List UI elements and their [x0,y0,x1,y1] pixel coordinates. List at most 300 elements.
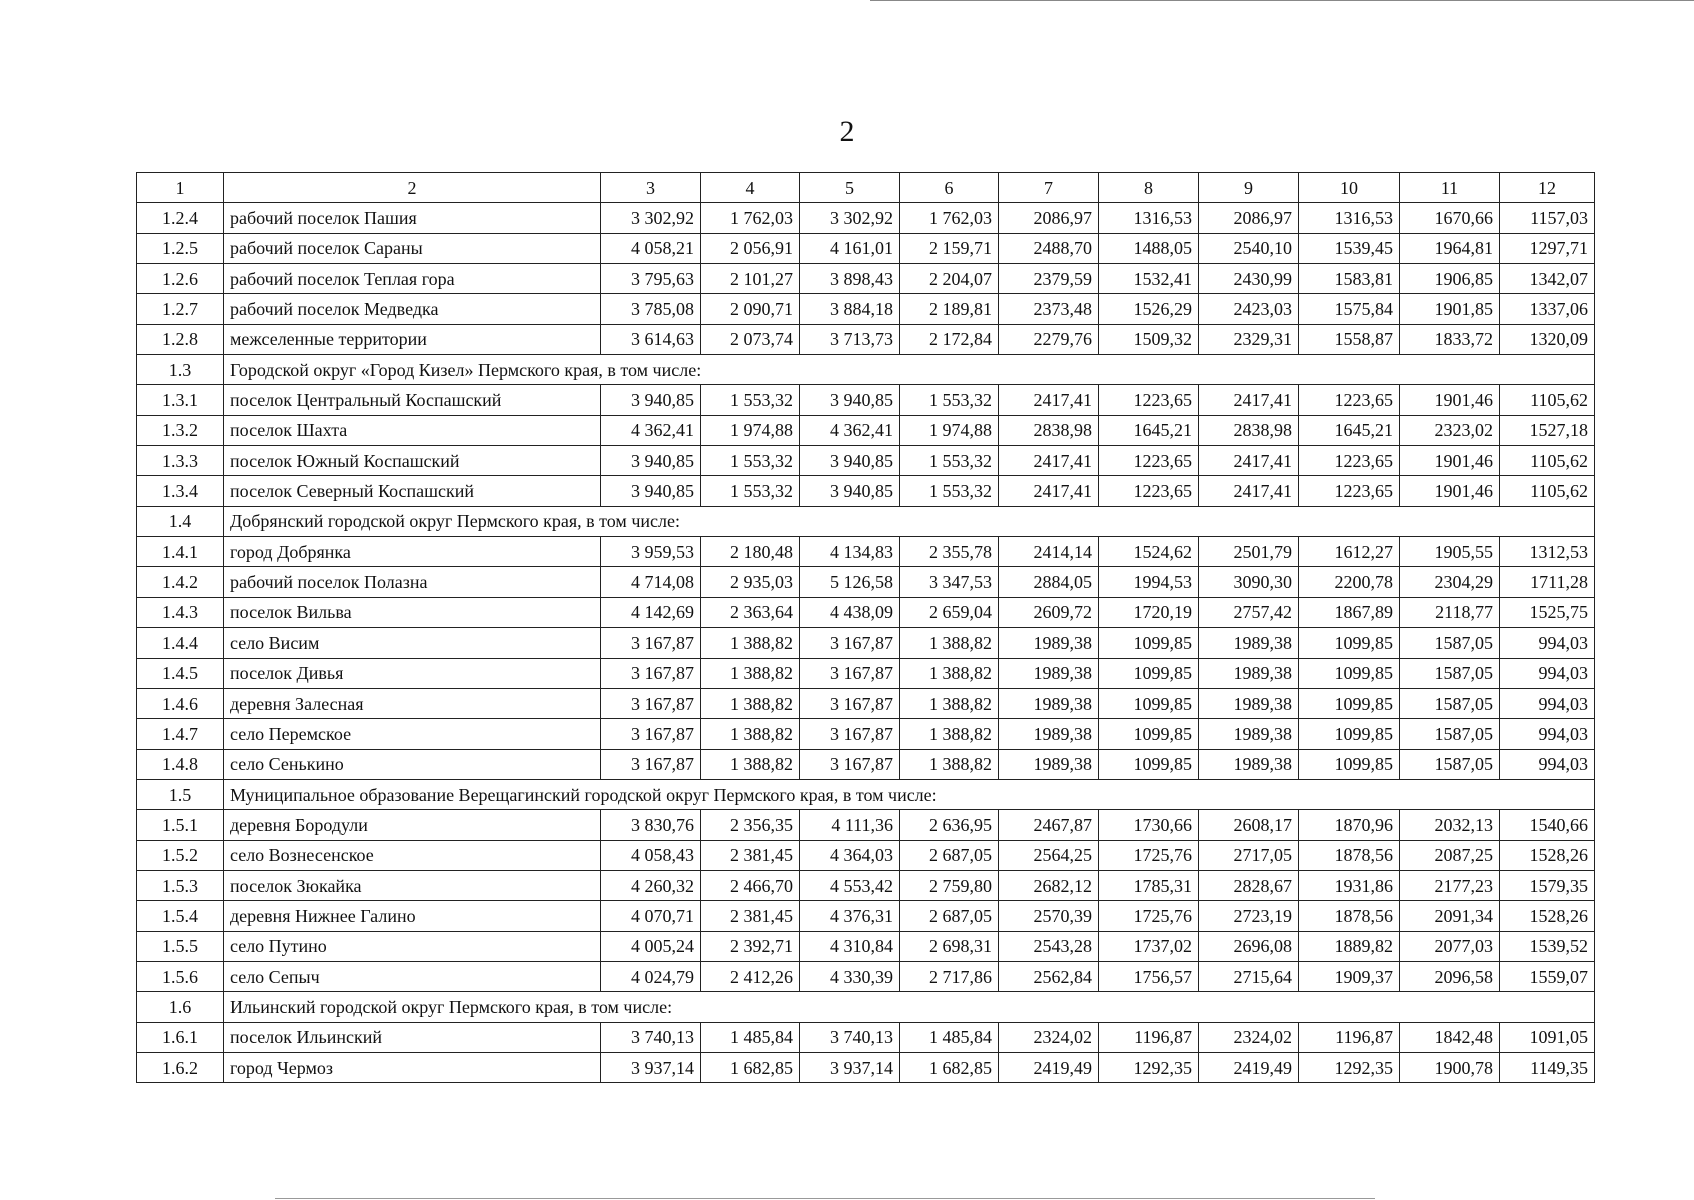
value-cell: 1989,38 [1199,688,1299,718]
value-cell: 2 189,81 [900,294,999,324]
column-header: 11 [1400,173,1500,203]
row-number: 1.5.4 [137,901,224,931]
value-cell: 3 167,87 [800,628,900,658]
settlement-name: село Висим [224,628,601,658]
value-cell: 1878,56 [1299,840,1400,870]
value-cell: 2373,48 [999,294,1099,324]
value-cell: 1539,45 [1299,233,1400,263]
value-cell: 3 167,87 [601,688,701,718]
value-cell: 2 073,74 [701,324,800,354]
value-cell: 1 388,82 [701,719,800,749]
value-cell: 2417,41 [1199,446,1299,476]
section-title: Городской округ «Город Кизел» Пермского края, в том числе: [224,355,1595,385]
value-cell: 1099,85 [1299,749,1400,779]
value-cell: 1 388,82 [701,658,800,688]
value-cell: 1 762,03 [701,203,800,233]
value-cell: 1488,05 [1099,233,1199,263]
value-cell: 2 180,48 [701,537,800,567]
section-title: Ильинский городской округ Пермского края, в том числе: [224,992,1595,1022]
table-row [137,385,1595,415]
settlement-name: поселок Центральный Коспашский [224,385,601,415]
value-cell: 2329,31 [1199,324,1299,354]
value-cell: 2543,28 [999,931,1099,961]
table-row [137,415,1595,445]
value-cell: 2417,41 [1199,385,1299,415]
table-row [137,658,1595,688]
value-cell: 3 167,87 [800,749,900,779]
value-cell: 1292,35 [1299,1052,1400,1082]
value-cell: 2 659,04 [900,597,999,627]
value-cell: 4 376,31 [800,901,900,931]
value-cell: 994,03 [1500,628,1595,658]
value-cell: 1099,85 [1299,658,1400,688]
value-cell: 2077,03 [1400,931,1500,961]
value-cell: 1587,05 [1400,749,1500,779]
value-cell: 3 740,13 [601,1022,701,1052]
value-cell: 1867,89 [1299,597,1400,627]
value-cell: 3 614,63 [601,324,701,354]
value-cell: 1223,65 [1299,476,1400,506]
value-cell: 3 937,14 [800,1052,900,1082]
value-cell: 2 101,27 [701,264,800,294]
value-cell: 2096,58 [1400,961,1500,991]
value-cell: 1711,28 [1500,567,1595,597]
value-cell: 1527,18 [1500,415,1595,445]
row-number: 1.2.4 [137,203,224,233]
settlement-name: рабочий поселок Сараны [224,233,601,263]
value-cell: 2086,97 [1199,203,1299,233]
value-cell: 1756,57 [1099,961,1199,991]
value-cell: 2501,79 [1199,537,1299,567]
row-number: 1.2.8 [137,324,224,354]
column-header: 1 [137,173,224,203]
value-cell: 1587,05 [1400,658,1500,688]
value-cell: 4 362,41 [601,415,701,445]
row-number: 1.4.6 [137,688,224,718]
row-number: 1.4 [137,506,224,536]
value-cell: 3 740,13 [800,1022,900,1052]
value-cell: 1587,05 [1400,719,1500,749]
value-cell: 1730,66 [1099,810,1199,840]
value-cell: 3 940,85 [601,476,701,506]
value-cell: 4 058,43 [601,840,701,870]
value-cell: 2828,67 [1199,870,1299,900]
column-header: 10 [1299,173,1400,203]
value-cell: 1989,38 [1199,628,1299,658]
value-cell: 2838,98 [1199,415,1299,445]
column-header: 8 [1099,173,1199,203]
value-cell: 4 260,32 [601,870,701,900]
value-cell: 3 940,85 [800,385,900,415]
table-row [137,324,1595,354]
value-cell: 1 553,32 [900,476,999,506]
value-cell: 1099,85 [1099,658,1199,688]
value-cell: 2091,34 [1400,901,1500,931]
row-number: 1.6.1 [137,1022,224,1052]
value-cell: 2417,41 [999,385,1099,415]
value-cell: 1575,84 [1299,294,1400,324]
value-cell: 1223,65 [1099,446,1199,476]
row-number: 1.6 [137,992,224,1022]
value-cell: 1099,85 [1099,628,1199,658]
value-cell: 2177,23 [1400,870,1500,900]
value-cell: 1 553,32 [701,446,800,476]
value-cell: 2564,25 [999,840,1099,870]
value-cell: 1 388,82 [900,628,999,658]
value-cell: 2838,98 [999,415,1099,445]
value-cell: 1645,21 [1099,415,1199,445]
value-cell: 1312,53 [1500,537,1595,567]
row-number: 1.2.5 [137,233,224,263]
value-cell: 2324,02 [999,1022,1099,1052]
column-header: 9 [1199,173,1299,203]
value-cell: 1509,32 [1099,324,1199,354]
table-row [137,203,1595,233]
value-cell: 2 717,86 [900,961,999,991]
value-cell: 1737,02 [1099,931,1199,961]
value-cell: 2609,72 [999,597,1099,627]
value-cell: 2323,02 [1400,415,1500,445]
column-header: 4 [701,173,800,203]
value-cell: 2717,05 [1199,840,1299,870]
table-row [137,749,1595,779]
value-cell: 2304,29 [1400,567,1500,597]
value-cell: 2 090,71 [701,294,800,324]
value-cell: 1 388,82 [701,628,800,658]
section-title: Муниципальное образование Верещагинский городской округ Пермского края, в том числе: [224,779,1595,809]
table-row [137,901,1595,931]
value-cell: 2 056,91 [701,233,800,263]
section-row [137,506,1595,536]
value-cell: 2696,08 [1199,931,1299,961]
value-cell: 2 356,35 [701,810,800,840]
value-cell: 3 937,14 [601,1052,701,1082]
value-cell: 994,03 [1500,688,1595,718]
row-number: 1.4.2 [137,567,224,597]
value-cell: 2715,64 [1199,961,1299,991]
value-cell: 3 302,92 [800,203,900,233]
value-cell: 1670,66 [1400,203,1500,233]
value-cell: 1645,21 [1299,415,1400,445]
table-row [137,264,1595,294]
row-number: 1.5.2 [137,840,224,870]
value-cell: 1099,85 [1299,688,1400,718]
value-cell: 2430,99 [1199,264,1299,294]
value-cell: 1099,85 [1099,749,1199,779]
column-header: 5 [800,173,900,203]
value-cell: 1994,53 [1099,567,1199,597]
value-cell: 1149,35 [1500,1052,1595,1082]
value-cell: 1297,71 [1500,233,1595,263]
section-row [137,355,1595,385]
value-cell: 1 762,03 [900,203,999,233]
row-number: 1.4.3 [137,597,224,627]
value-cell: 1292,35 [1099,1052,1199,1082]
scan-edge-bottom [275,1198,1375,1199]
value-cell: 3090,30 [1199,567,1299,597]
settlement-name: поселок Южный Коспашский [224,446,601,476]
value-cell: 1 553,32 [900,385,999,415]
value-cell: 4 553,42 [800,870,900,900]
value-cell: 2417,41 [999,446,1099,476]
table-row [137,1022,1595,1052]
row-number: 1.5 [137,779,224,809]
value-cell: 1099,85 [1299,628,1400,658]
value-cell: 3 167,87 [601,628,701,658]
value-cell: 1725,76 [1099,901,1199,931]
row-number: 1.4.1 [137,537,224,567]
value-cell: 2419,49 [1199,1052,1299,1082]
value-cell: 1583,81 [1299,264,1400,294]
row-number: 1.4.5 [137,658,224,688]
value-cell: 1 553,32 [701,476,800,506]
value-cell: 1833,72 [1400,324,1500,354]
value-cell: 1099,85 [1299,719,1400,749]
value-cell: 1532,41 [1099,264,1199,294]
settlement-name: деревня Нижнее Галино [224,901,601,931]
row-number: 1.6.2 [137,1052,224,1082]
settlement-name: село Перемское [224,719,601,749]
value-cell: 1105,62 [1500,476,1595,506]
row-number: 1.3.2 [137,415,224,445]
value-cell: 1725,76 [1099,840,1199,870]
value-cell: 1342,07 [1500,264,1595,294]
value-cell: 1989,38 [1199,749,1299,779]
value-cell: 2086,97 [999,203,1099,233]
table-row [137,870,1595,900]
value-cell: 2 381,45 [701,840,800,870]
value-cell: 1223,65 [1299,446,1400,476]
value-cell: 2 759,80 [900,870,999,900]
value-cell: 1989,38 [999,749,1099,779]
value-cell: 1587,05 [1400,628,1500,658]
value-cell: 4 005,24 [601,931,701,961]
column-header: 2 [224,173,601,203]
table-row [137,931,1595,961]
tariff-table [136,172,1595,1083]
value-cell: 1931,86 [1299,870,1400,900]
value-cell: 3 884,18 [800,294,900,324]
value-cell: 1964,81 [1400,233,1500,263]
table-row [137,1052,1595,1082]
value-cell: 3 713,73 [800,324,900,354]
settlement-name: межселенные территории [224,324,601,354]
value-cell: 2488,70 [999,233,1099,263]
value-cell: 3 785,08 [601,294,701,324]
value-cell: 3 959,53 [601,537,701,567]
value-cell: 1 974,88 [900,415,999,445]
table-row [137,567,1595,597]
settlement-name: рабочий поселок Пашия [224,203,601,233]
value-cell: 1842,48 [1400,1022,1500,1052]
value-cell: 2 363,64 [701,597,800,627]
value-cell: 1157,03 [1500,203,1595,233]
value-cell: 1559,07 [1500,961,1595,991]
settlement-name: рабочий поселок Полазна [224,567,601,597]
value-cell: 1 388,82 [900,749,999,779]
value-cell: 2757,42 [1199,597,1299,627]
value-cell: 994,03 [1500,658,1595,688]
row-number: 1.4.4 [137,628,224,658]
value-cell: 1540,66 [1500,810,1595,840]
value-cell: 1337,06 [1500,294,1595,324]
row-number: 1.2.7 [137,294,224,324]
value-cell: 1320,09 [1500,324,1595,354]
row-number: 1.2.6 [137,264,224,294]
value-cell: 2 935,03 [701,567,800,597]
settlement-name: город Чермоз [224,1052,601,1082]
table-header-row [137,173,1595,203]
value-cell: 4 134,83 [800,537,900,567]
value-cell: 1579,35 [1500,870,1595,900]
value-cell: 1905,55 [1400,537,1500,567]
value-cell: 3 940,85 [800,446,900,476]
scan-edge-top [870,0,1694,1]
table-row [137,476,1595,506]
value-cell: 2884,05 [999,567,1099,597]
value-cell: 4 362,41 [800,415,900,445]
row-number: 1.4.7 [137,719,224,749]
value-cell: 1 682,85 [900,1052,999,1082]
value-cell: 1906,85 [1400,264,1500,294]
value-cell: 3 940,85 [601,446,701,476]
settlement-name: рабочий поселок Теплая гора [224,264,601,294]
value-cell: 2 355,78 [900,537,999,567]
value-cell: 1 485,84 [701,1022,800,1052]
value-cell: 2414,14 [999,537,1099,567]
value-cell: 1878,56 [1299,901,1400,931]
value-cell: 1223,65 [1099,385,1199,415]
value-cell: 1525,75 [1500,597,1595,627]
value-cell: 1720,19 [1099,597,1199,627]
value-cell: 4 070,71 [601,901,701,931]
value-cell: 4 714,08 [601,567,701,597]
value-cell: 994,03 [1500,749,1595,779]
settlement-name: деревня Залесная [224,688,601,718]
value-cell: 4 111,36 [800,810,900,840]
value-cell: 3 167,87 [601,658,701,688]
value-cell: 2 466,70 [701,870,800,900]
value-cell: 1901,46 [1400,446,1500,476]
value-cell: 3 830,76 [601,810,701,840]
value-cell: 1989,38 [999,719,1099,749]
value-cell: 1196,87 [1299,1022,1400,1052]
value-cell: 2279,76 [999,324,1099,354]
row-number: 1.5.6 [137,961,224,991]
value-cell: 1989,38 [1199,658,1299,688]
value-cell: 2200,78 [1299,567,1400,597]
settlement-name: деревня Бородули [224,810,601,840]
value-cell: 1105,62 [1500,446,1595,476]
settlement-name: поселок Северный Коспашский [224,476,601,506]
value-cell: 5 126,58 [800,567,900,597]
value-cell: 2562,84 [999,961,1099,991]
page-number: 2 [839,115,855,148]
table-row [137,688,1595,718]
value-cell: 4 142,69 [601,597,701,627]
section-title: Добрянский городской округ Пермского края, в том числе: [224,506,1595,536]
value-cell: 2 687,05 [900,901,999,931]
value-cell: 3 167,87 [800,658,900,688]
table-row [137,840,1595,870]
value-cell: 1105,62 [1500,385,1595,415]
row-number: 1.3.1 [137,385,224,415]
value-cell: 2 636,95 [900,810,999,840]
value-cell: 4 058,21 [601,233,701,263]
table-row [137,810,1595,840]
row-number: 1.3.4 [137,476,224,506]
value-cell: 1989,38 [999,658,1099,688]
value-cell: 1 682,85 [701,1052,800,1082]
table-row [137,597,1595,627]
value-cell: 2 412,26 [701,961,800,991]
table-row [137,719,1595,749]
table-body [137,173,1595,1083]
table-row [137,233,1595,263]
column-header: 12 [1500,173,1595,203]
value-cell: 1196,87 [1099,1022,1199,1052]
value-cell: 4 364,03 [800,840,900,870]
value-cell: 3 167,87 [800,719,900,749]
column-header: 7 [999,173,1099,203]
value-cell: 3 795,63 [601,264,701,294]
value-cell: 1316,53 [1099,203,1199,233]
table-row [137,294,1595,324]
row-number: 1.4.8 [137,749,224,779]
value-cell: 1528,26 [1500,901,1595,931]
row-number: 1.5.3 [137,870,224,900]
settlement-name: поселок Зюкайка [224,870,601,900]
value-cell: 1558,87 [1299,324,1400,354]
value-cell: 1 553,32 [900,446,999,476]
value-cell: 2417,41 [999,476,1099,506]
value-cell: 2570,39 [999,901,1099,931]
value-cell: 1612,27 [1299,537,1400,567]
value-cell: 1099,85 [1099,688,1199,718]
value-cell: 1900,78 [1400,1052,1500,1082]
value-cell: 1223,65 [1099,476,1199,506]
value-cell: 2540,10 [1199,233,1299,263]
value-cell: 2419,49 [999,1052,1099,1082]
value-cell: 1099,85 [1099,719,1199,749]
value-cell: 1524,62 [1099,537,1199,567]
table-row [137,537,1595,567]
value-cell: 2 172,84 [900,324,999,354]
value-cell: 1901,46 [1400,385,1500,415]
value-cell: 3 347,53 [900,567,999,597]
value-cell: 1 485,84 [900,1022,999,1052]
value-cell: 1 388,82 [701,749,800,779]
value-cell: 1870,96 [1299,810,1400,840]
value-cell: 2417,41 [1199,476,1299,506]
value-cell: 2 204,07 [900,264,999,294]
value-cell: 1 388,82 [701,688,800,718]
value-cell: 1989,38 [1199,719,1299,749]
value-cell: 1 388,82 [900,688,999,718]
column-header: 6 [900,173,999,203]
value-cell: 2723,19 [1199,901,1299,931]
value-cell: 1316,53 [1299,203,1400,233]
settlement-name: село Вознесенское [224,840,601,870]
value-cell: 2032,13 [1400,810,1500,840]
value-cell: 2118,77 [1400,597,1500,627]
value-cell: 1889,82 [1299,931,1400,961]
value-cell: 3 940,85 [800,476,900,506]
value-cell: 2 159,71 [900,233,999,263]
value-cell: 1 388,82 [900,658,999,688]
settlement-name: рабочий поселок Медведка [224,294,601,324]
value-cell: 3 167,87 [800,688,900,718]
